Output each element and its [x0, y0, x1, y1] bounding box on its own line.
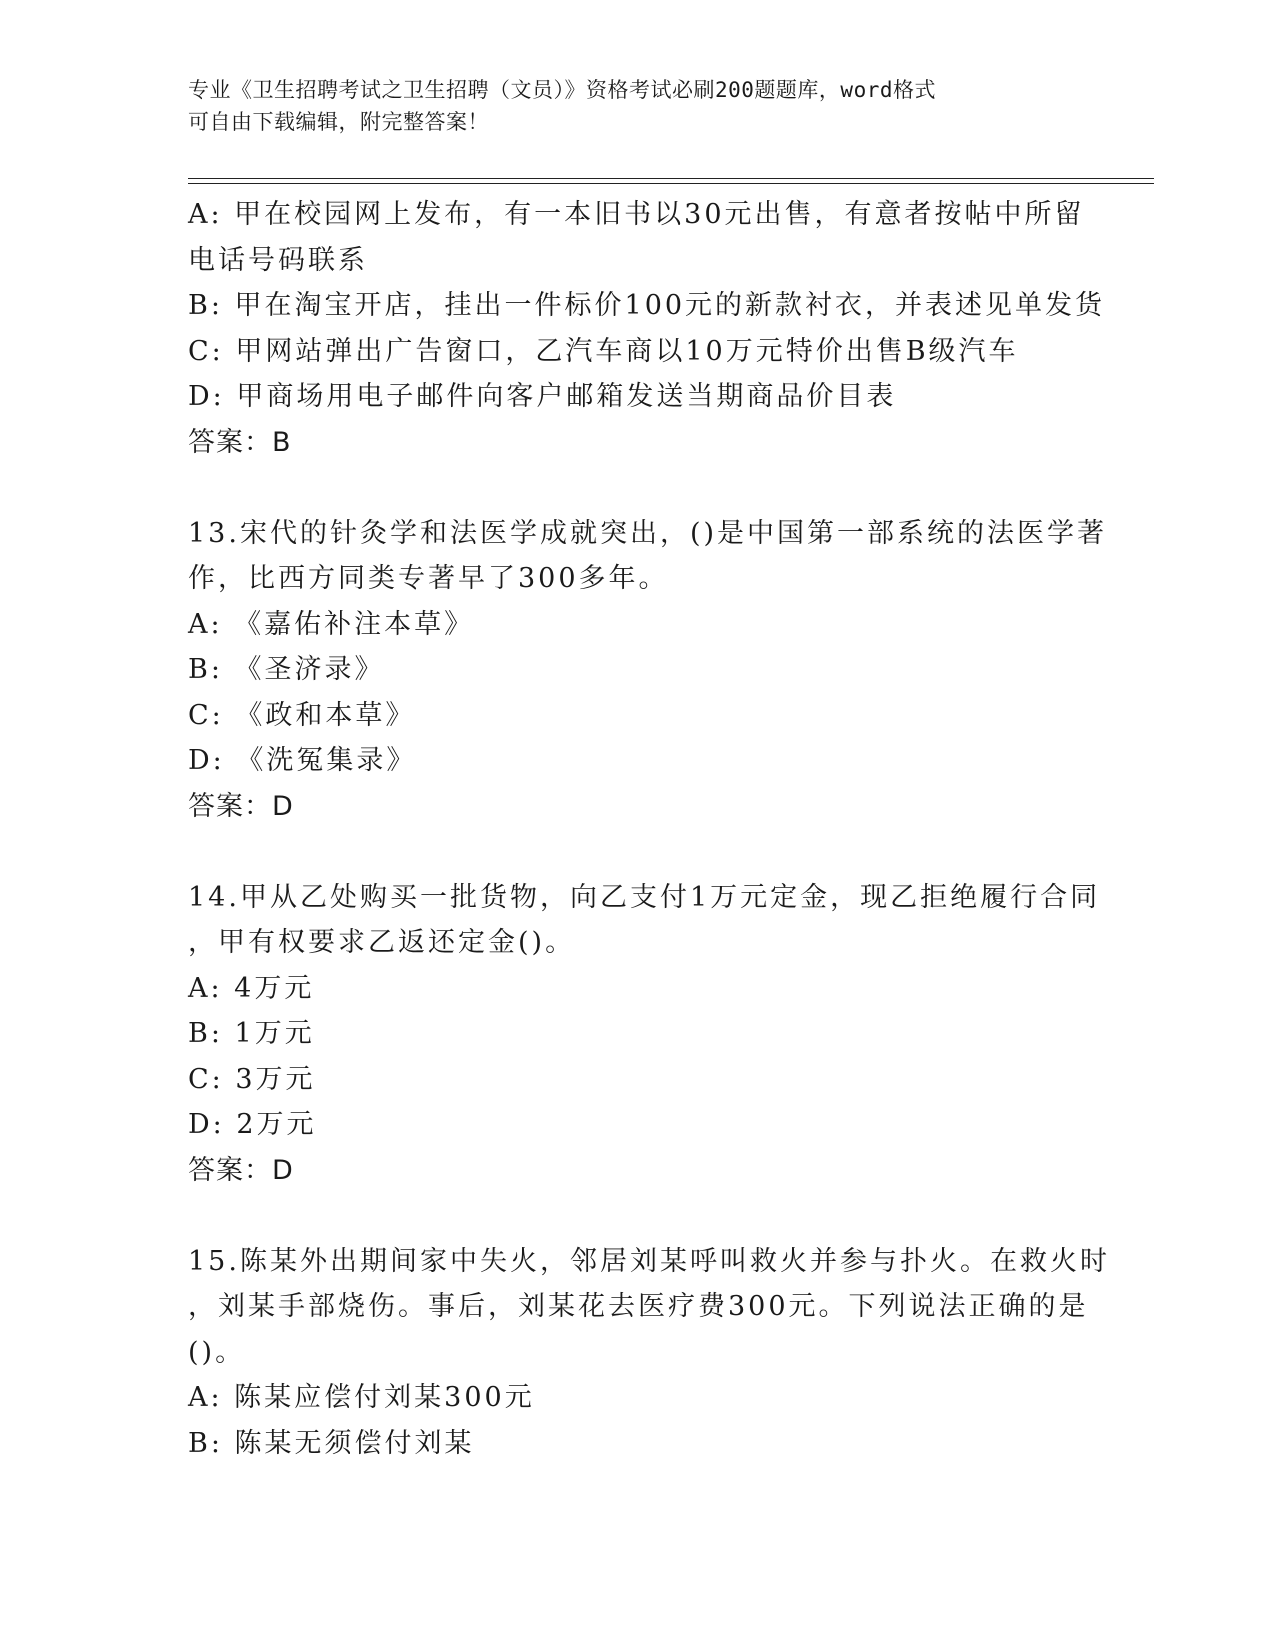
- option-b: B: 陈某无须偿付刘某: [188, 1427, 475, 1459]
- question-stem-line-3: ()。: [188, 1336, 246, 1368]
- option-a-line-2: 电话号码联系: [188, 244, 368, 276]
- header-rule-top: [188, 178, 1154, 179]
- option-c: C: 甲网站弹出广告窗口，乙汽车商以10万元特价出售B级汽车: [188, 335, 1019, 367]
- option-a: A: 4万元: [188, 972, 315, 1004]
- question-stem-line-2: ，刘某手部烧伤。事后，刘某花去医疗费300元。下列说法正确的是: [188, 1291, 1089, 1322]
- spacer: [188, 465, 1088, 511]
- option-d: D: 甲商场用电子邮件向客户邮箱发送当期商品价目表: [188, 381, 897, 412]
- option-d: D: 《洗冤集录》: [188, 745, 417, 776]
- question-block-15: [188, 1239, 1110, 1467]
- answer-line: 答案：D: [188, 790, 294, 822]
- option-b: B: 甲在淘宝开店，挂出一件标价100元的新款衬衣，并表述见单发货: [188, 290, 1106, 321]
- document-header: [188, 74, 1068, 138]
- question-stem-line-1: 14.甲从乙处购买一批货物，向乙支付1万元定金，现乙拒绝履行合同: [188, 881, 1101, 913]
- answer-line: 答案：D: [188, 1154, 294, 1186]
- question-stem-line-1: 15.陈某外出期间家中失火，邻居刘某呼叫救火并参与扑火。在救火时: [188, 1245, 1110, 1277]
- question-content: [188, 192, 1110, 1466]
- question-block-13: [188, 511, 1108, 830]
- header-rule-bottom: [188, 183, 1154, 184]
- question-stem-line-1: 13.宋代的针灸学和法医学成就突出，()是中国第一部系统的法医学著: [188, 517, 1108, 549]
- question-block-prev: [188, 192, 1106, 465]
- option-b: B: 《圣济录》: [188, 654, 385, 685]
- spacer: [188, 829, 1088, 875]
- option-a-line-1: A: 甲在校园网上发布，有一本旧书以30元出售，有意者按帖中所留: [188, 199, 1085, 230]
- question-stem-line-2: ，甲有权要求乙返还定金()。: [188, 927, 576, 958]
- option-a: A: 陈某应偿付刘某300元: [188, 1382, 535, 1413]
- header-line-2: 可自由下载编辑，附完整答案！: [188, 110, 489, 134]
- option-a: A: 《嘉佑补注本草》: [188, 608, 475, 640]
- question-block-14: [188, 875, 1101, 1194]
- option-c: C: 《政和本草》: [188, 699, 416, 731]
- answer-line: 答案：B: [188, 426, 292, 458]
- option-c: C: 3万元: [188, 1063, 316, 1095]
- option-d: D: 2万元: [188, 1109, 317, 1140]
- question-stem-line-2: 作，比西方同类专著早了300多年。: [188, 563, 669, 594]
- option-b: B: 1万元: [188, 1018, 315, 1049]
- header-line-1: 专业《卫生招聘考试之卫生招聘（文员）》资格考试必刷200题题库，word格式: [188, 78, 936, 102]
- spacer: [188, 1193, 1088, 1239]
